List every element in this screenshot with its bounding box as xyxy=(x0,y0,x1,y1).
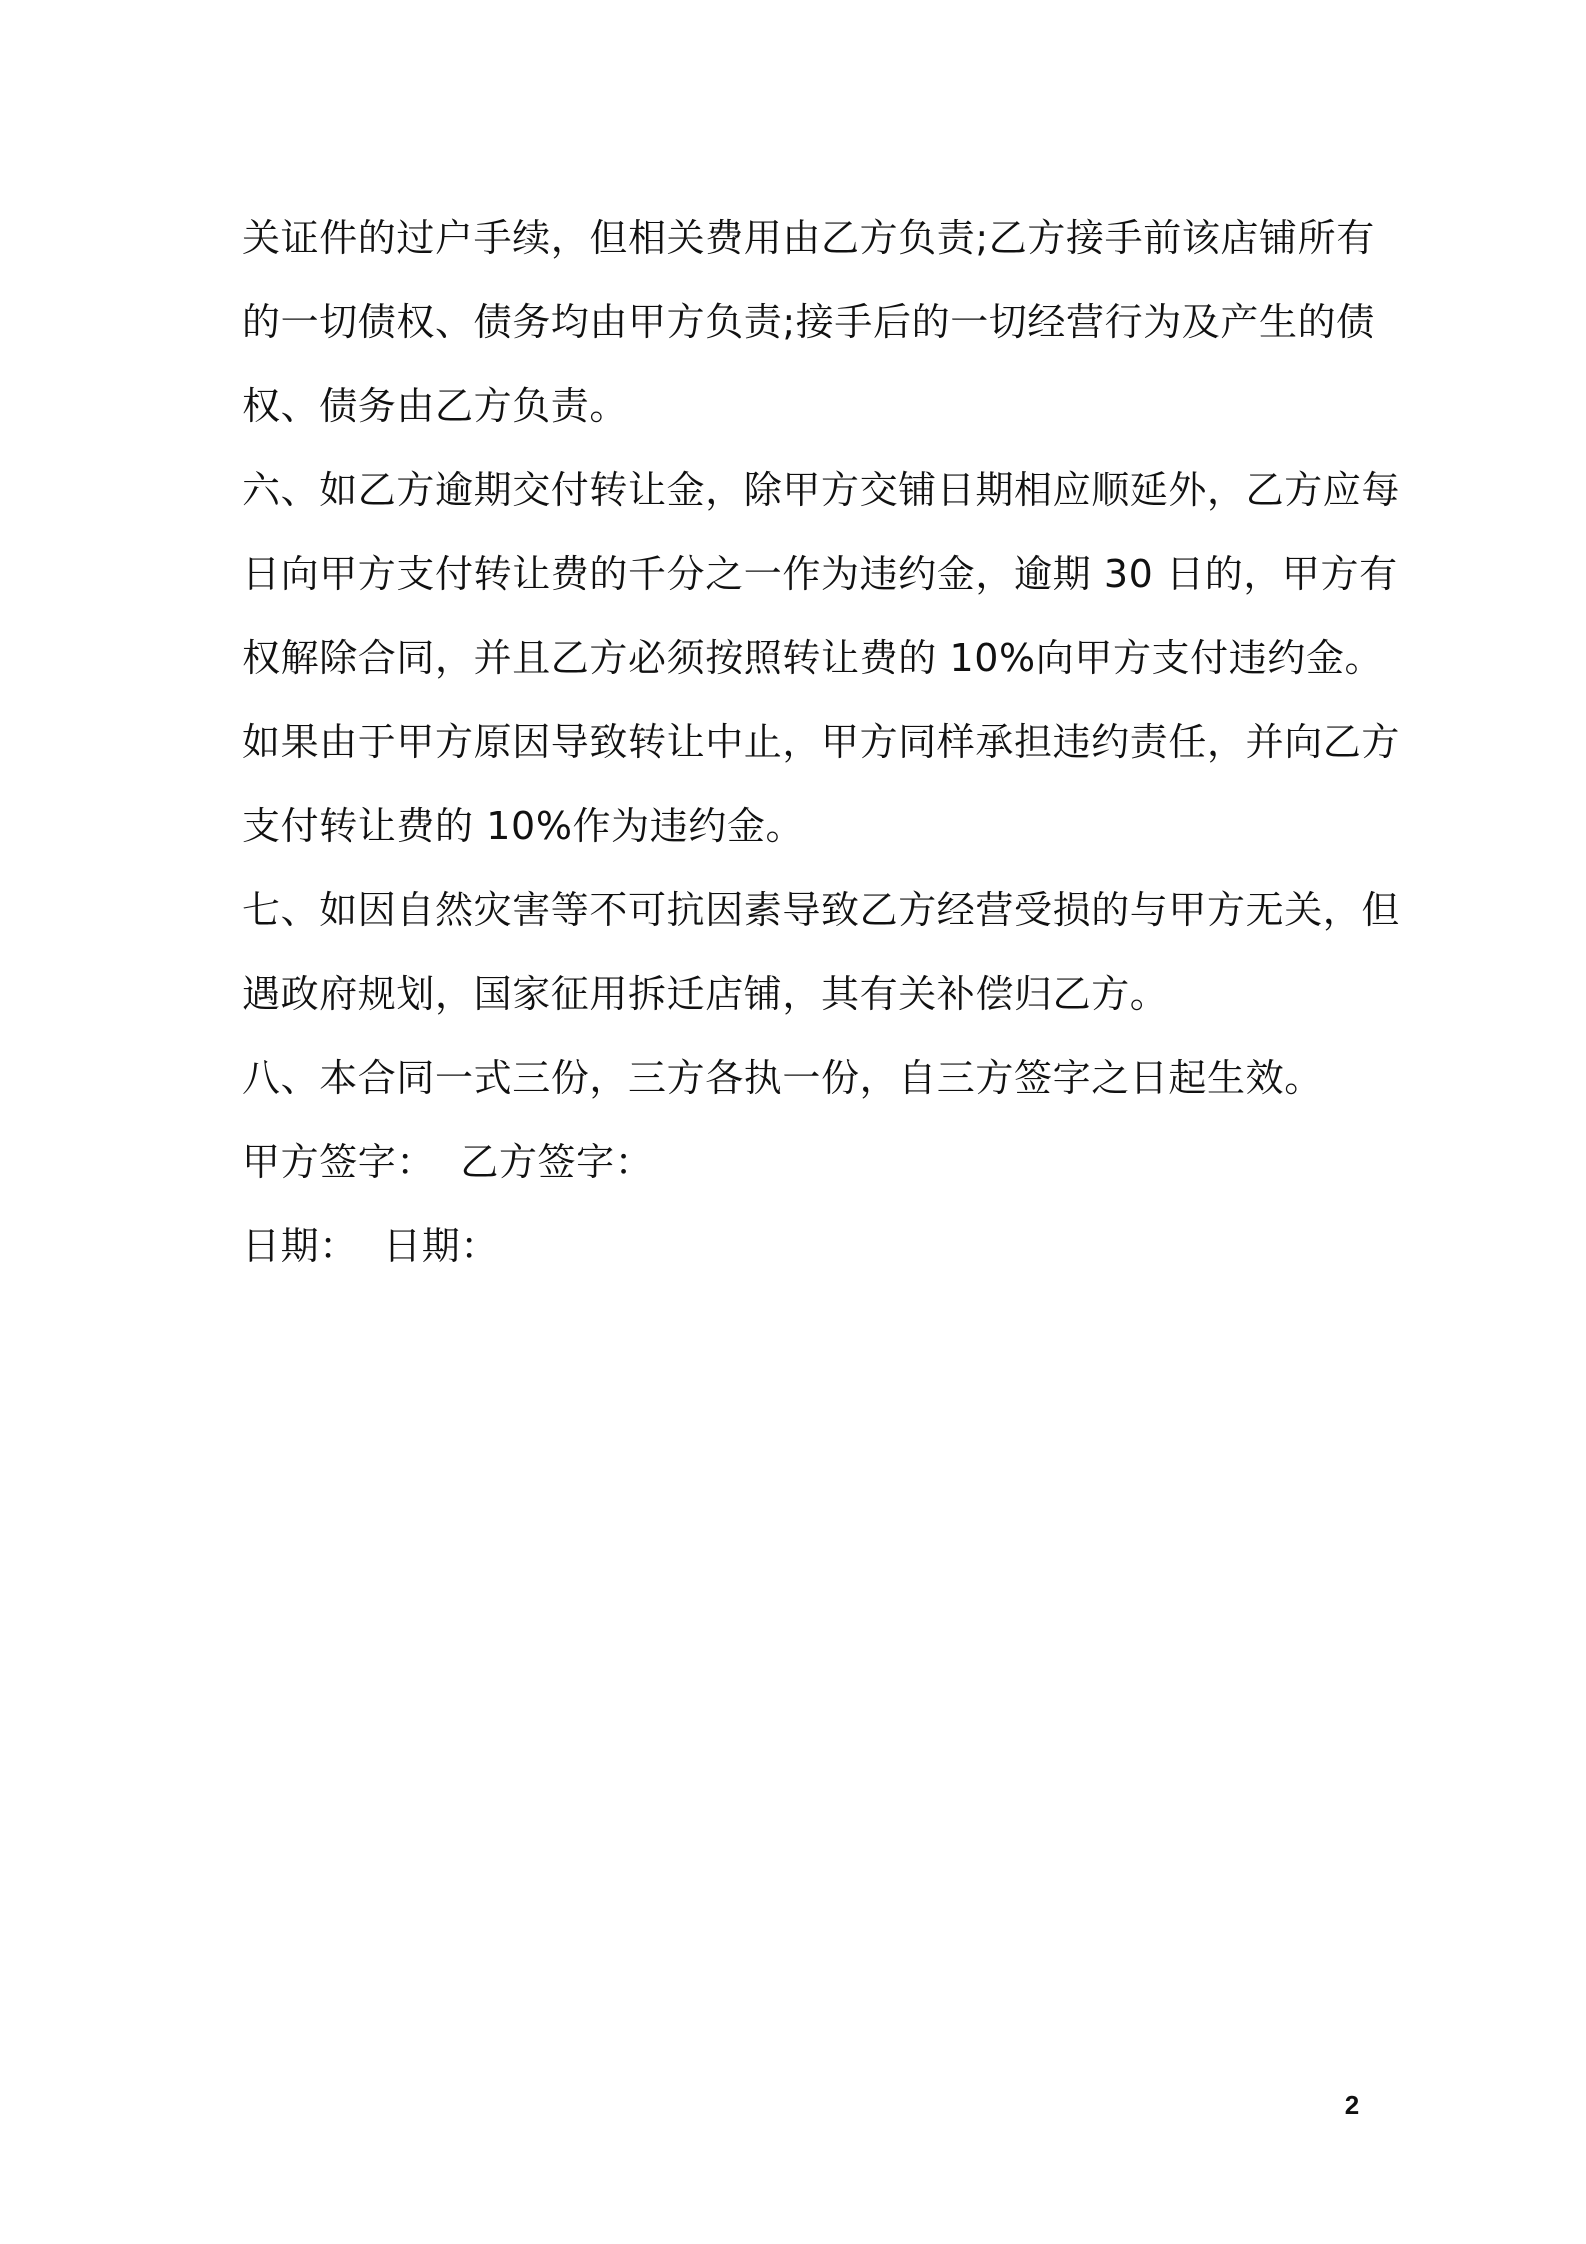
clause-8-line: 八、本合同一式三份，三方各执一份，自三方签字之日起生效。 xyxy=(242,1056,1323,1100)
paragraph-line: 关证件的过户手续，但相关费用由乙方负责;乙方接手前该店铺所有 xyxy=(242,216,1375,260)
clause-6-line: 六、如乙方逾期交付转让金，除甲方交铺日期相应顺延外，乙方应每 xyxy=(242,468,1401,512)
clause-6-line: 权解除合同，并且乙方必须按照转让费的 10%向甲方支付违约金。 xyxy=(242,636,1384,680)
page-number: 2 xyxy=(1344,2090,1360,2120)
clause-7-line: 七、如因自然灾害等不可抗因素导致乙方经营受损的与甲方无关，但 xyxy=(242,888,1401,932)
document-body xyxy=(242,196,1401,1288)
clause-6-line: 如果由于甲方原因导致转让中止，甲方同样承担违约责任，并向乙方 xyxy=(242,720,1401,764)
paragraph-line: 权、债务由乙方负责。 xyxy=(242,384,629,428)
date-line: 日期： 日期： xyxy=(242,1224,499,1268)
clause-6-line: 日向甲方支付转让费的千分之一作为违约金，逾期 30 日的，甲方有 xyxy=(242,552,1398,596)
signature-line: 甲方签字： 乙方签字： xyxy=(242,1140,654,1184)
clause-6-line: 支付转让费的 10%作为违约金。 xyxy=(242,804,805,848)
clause-7-line: 遇政府规划，国家征用拆迁店铺，其有关补偿归乙方。 xyxy=(242,972,1169,1016)
paragraph-line: 的一切债权、债务均由甲方负责;接手后的一切经营行为及产生的债 xyxy=(242,300,1375,344)
